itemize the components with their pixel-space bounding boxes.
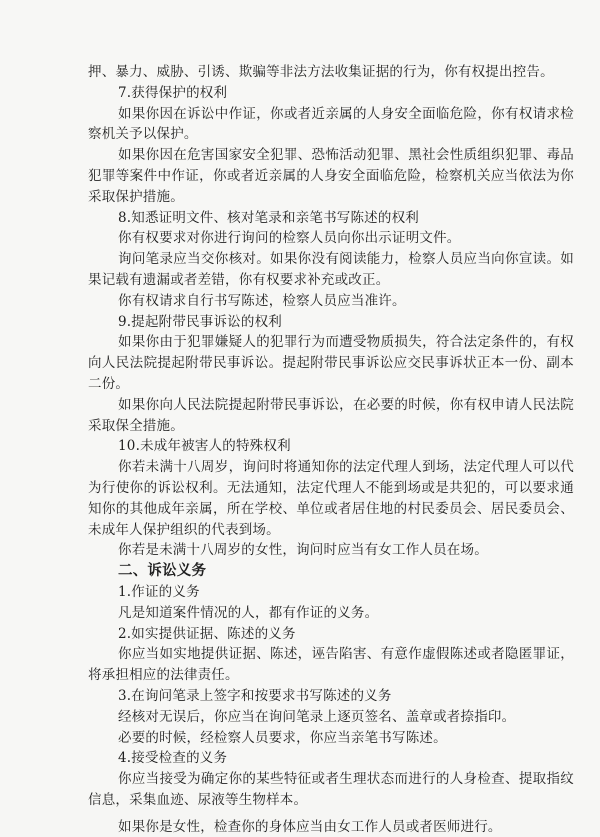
subheading: 2.如实提供证据、陈述的义务 xyxy=(118,625,296,642)
subheading: 1.作证的义务 xyxy=(118,583,200,600)
paragraph: 你应当如实地提供证据、陈述，诬告陷害、有意作虚假陈述或者隐匿罪证，将承担相应的法律责任。 xyxy=(88,646,574,684)
paragraph: 如果你向人民法院提起附带民事诉讼，在必要的时候，你有权申请人民法院采取保全措施。 xyxy=(88,396,574,434)
document-body xyxy=(88,62,574,837)
paragraph: 你有权请求自行书写陈述，检察人员应当准许。 xyxy=(118,292,406,309)
paragraph: 如果你由于犯罪嫌疑人的犯罪行为而遭受物质损失，符合法定条件的，有权向人民法院提起附带民事诉讼。提起附带民事诉讼应交民事诉状正本一份、副本二份。 xyxy=(88,334,574,392)
subheading: 7.获得保护的权利 xyxy=(118,84,228,101)
paragraph: 你有权要求对你进行询问的检察人员向你出示证明文件。 xyxy=(118,230,461,247)
subheading: 10.未成年被害人的特殊权利 xyxy=(118,438,291,455)
paragraph: 你应当接受为确定你的某些特征或者生理状态而进行的人身检查、提取指纹信息，采集血迹、尿液等生物样本。 xyxy=(88,771,574,808)
paragraph: 如果你因在危害国家安全犯罪、恐怖活动犯罪、黑社会性质组织犯罪、毒品犯罪等案件中作证，你或者近亲属的人身安全面临危险，检察机关应当依法为你采取保护措施。 xyxy=(88,147,574,205)
paragraph: 你若是未满十八周岁的女性，询问时应当有女工作人员在场。 xyxy=(118,542,488,559)
subheading: 9.提起附带民事诉讼的权利 xyxy=(118,313,282,330)
section-heading: 二、诉讼义务 xyxy=(118,563,207,580)
paragraph: 询问笔录应当交你核对。如果你没有阅读能力，检察人员应当向你宣读。如果记载有遗漏或者差错，你有权要求补充或改正。 xyxy=(88,251,574,288)
subheading: 8.知悉证明文件、核对笔录和亲笔书写陈述的权利 xyxy=(118,209,419,226)
paragraph: 必要的时候，经检察人员要求，你应当亲笔书写陈述。 xyxy=(118,729,447,746)
paragraph: 你若未满十八周岁，询问时将通知你的法定代理人到场，法定代理人可以代为行使你的诉讼权利。无法通知，法定代理人不能到场或是共犯的，可以要求通知你的其他成年亲属，所在学校、单位或者居住地的村民委员会、居民委员会、未成年人保护组织的代表到场。 xyxy=(88,459,574,538)
paragraph: 如果你因在诉讼中作证，你或者近亲属的人身安全面临危险，你有权请求检察机关予以保护。 xyxy=(88,105,574,143)
paragraph: 押、暴力、威胁、引诱、欺骗等非法方法收集证据的行为，你有权提出控告。 xyxy=(88,64,554,80)
paragraph: 如果你是女性，检查你的身体应当由女工作人员或者医师进行。 xyxy=(118,818,502,835)
subheading: 3.在询问笔录上签字和按要求书写陈述的义务 xyxy=(118,687,392,704)
subheading: 4.接受检查的义务 xyxy=(118,750,228,767)
paragraph: 经核对无误后，你应当在询问笔录上逐页签名、盖章或者捺指印。 xyxy=(118,708,516,725)
paragraph: 凡是知道案件情况的人，都有作证的义务。 xyxy=(118,604,379,621)
